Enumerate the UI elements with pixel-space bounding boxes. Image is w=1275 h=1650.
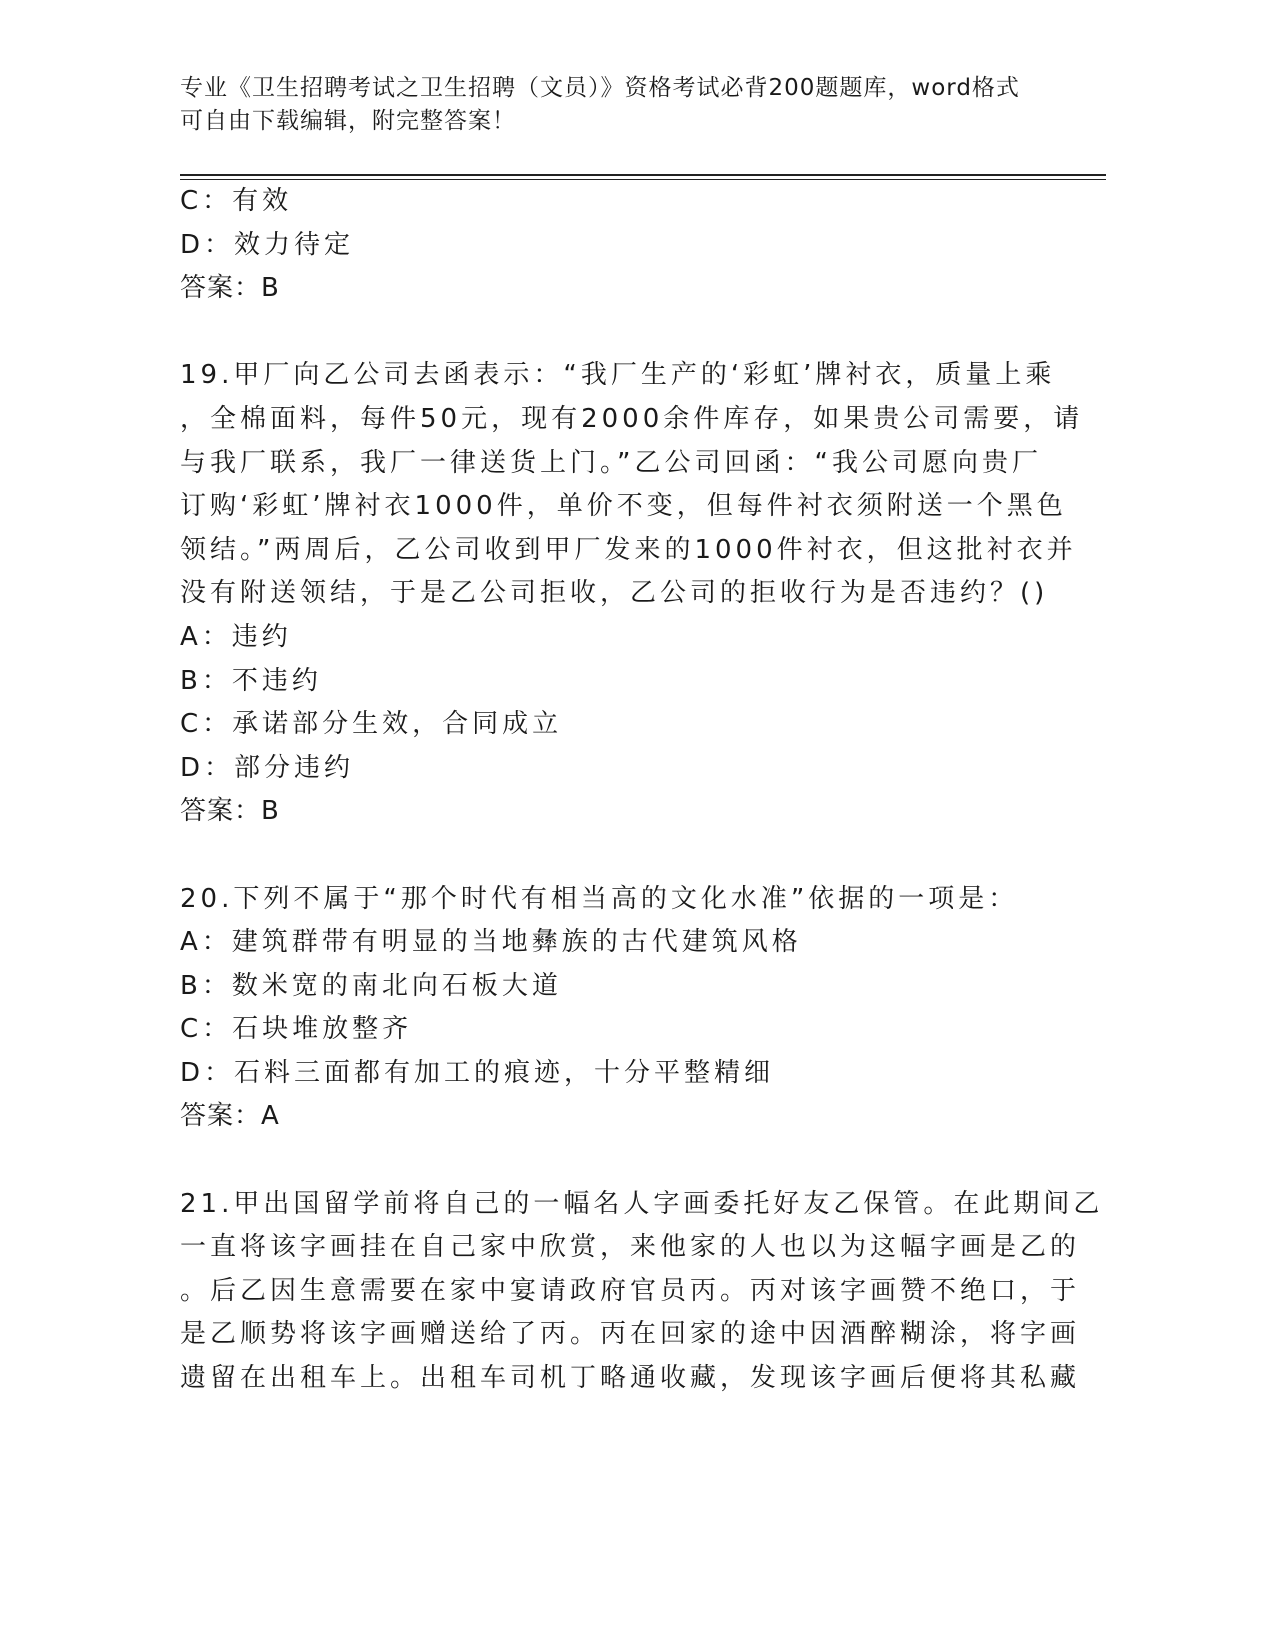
option-a: A：违约: [180, 621, 292, 652]
header-line-2: 可自由下载编辑，附完整答案！: [180, 108, 516, 134]
question-stem-line: 与我厂联系，我厂一律送货上门。”乙公司回函：“我公司愿向贵厂: [180, 447, 1042, 478]
spacer: [180, 311, 1040, 355]
question-stem-line: 遗留在出租车上。出租车司机丁略通收藏，发现该字画后便将其私藏: [180, 1363, 1081, 1394]
question-18-tail: [180, 180, 1040, 311]
spacer: [180, 834, 1040, 878]
question-stem-line: 20.下列不属于“那个时代有相当高的文化水准”依据的一项是：: [180, 883, 1019, 914]
answer-line: 答案：B: [180, 273, 280, 304]
header-line-1: 专业《卫生招聘考试之卫生招聘（文员）》资格考试必背200题题库，word格式: [180, 75, 1020, 101]
answer-line: 答案：A: [180, 1101, 280, 1132]
question-stem-line: 订购‘彩虹’牌衬衣1000件，单价不变，但每件衬衣须附送一个黑色: [180, 491, 1067, 522]
header-divider-thick: [180, 174, 1106, 176]
question-stem-line: 没有附送领结，于是乙公司拒收，乙公司的拒收行为是否违约？(): [180, 578, 1049, 609]
option-b: B：数米宽的南北向石板大道: [180, 970, 562, 1001]
option-d: D：部分违约: [180, 752, 355, 783]
question-stem-line: 19.甲厂向乙公司去函表示：“我厂生产的‘彩虹’牌衬衣，质量上乘: [180, 360, 1056, 391]
option-c: C：石块堆放整齐: [180, 1014, 413, 1045]
document-body: [180, 180, 1104, 1401]
question-21: [180, 1183, 1104, 1401]
question-stem-line: 。后乙因生意需要在家中宴请政府官员丙。丙对该字画赞不绝口，于: [180, 1275, 1081, 1306]
option-d: D：石料三面都有加工的痕迹，十分平整精细: [180, 1057, 775, 1088]
question-stem-line: ，全棉面料，每件50元，现有2000余件库存，如果贵公司需要，请: [180, 403, 1084, 434]
option-a: A：建筑群带有明显的当地彝族的古代建筑风格: [180, 927, 802, 958]
option-d: D：效力待定: [180, 229, 355, 260]
option-c: C：有效: [180, 186, 293, 216]
option-b: B：不违约: [180, 665, 322, 696]
question-stem-line: 是乙顺势将该字画赠送给了丙。丙在回家的途中因酒醉糊涂，将字画: [180, 1319, 1081, 1350]
question-20: [180, 878, 1040, 1140]
spacer: [180, 1139, 1040, 1183]
option-c: C：承诺部分生效，合同成立: [180, 709, 563, 740]
question-19: [180, 354, 1084, 834]
question-stem-line: 21.甲出国留学前将自己的一幅名人字画委托好友乙保管。在此期间乙: [180, 1188, 1104, 1219]
answer-line: 答案：B: [180, 796, 280, 827]
question-stem-line: 领结。”两周后，乙公司收到甲厂发来的1000件衬衣，但这批衬衣并: [180, 534, 1077, 565]
page-header: [180, 72, 1060, 138]
question-stem-line: 一直将该字画挂在自己家中欣赏，来他家的人也以为这幅字画是乙的: [180, 1232, 1081, 1263]
